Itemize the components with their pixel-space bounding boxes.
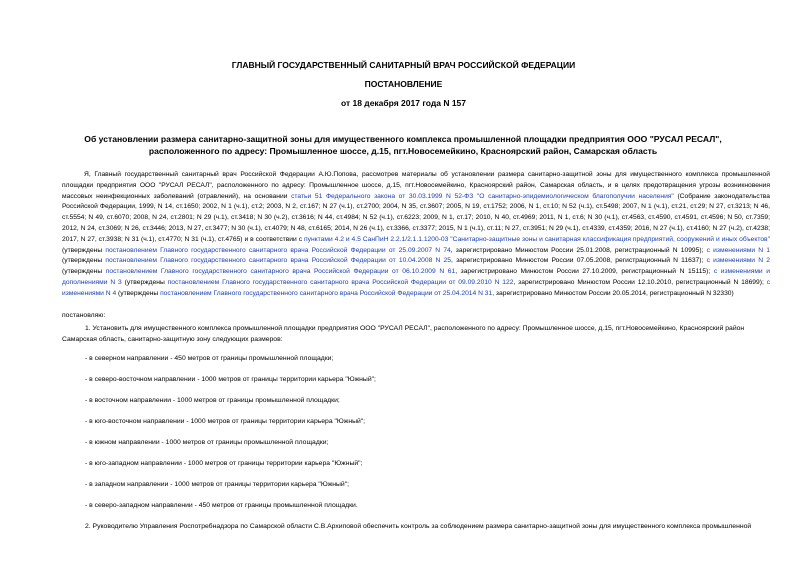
clause-2: 2. Руководителю Управления Роспотребнадзора по Самарской области С.В.Архиповой обеспечить контроль за соблюдением размера санитарно-защитной зоны для имущественного комплекса промышленной xyxy=(85,523,752,530)
link-decree-122[interactable]: постановлением Главного государственного санитарного врача Российской Федерации от 09.09.2010 N 122 xyxy=(167,278,514,286)
link-amendments-2[interactable]: с изменениями N 2 xyxy=(706,257,770,265)
preamble-text: , зарегистрировано Минюстом России 25.01.2008, регистрационный N 10995); xyxy=(450,246,707,254)
preamble-text: (утверждены xyxy=(62,257,106,265)
document-title: Об установлении размера санитарно-защитной зоны для имущественного комплекса промышленной площадки предприятия ООО "РУСАЛ РЕСАЛ", расположенного по адресу: Промышленное шоссе, д.15, пгт.Новосемейкино, Красноярский район, Самарская область xyxy=(84,134,722,156)
document-type: ПОСТАНОВЛЕНИЕ xyxy=(364,79,443,89)
preamble-text: Я, Главный государственный санитарный врач Российской Федерации А.Ю.Попова, рассмотрев материалы об установлении размера санитарно-защитной зоны для имущественного комплекса промышленной площадки предприятия ООО "РУСАЛ РЕСАЛ", расположенного по адресу: Промышленное шоссе, д.15, пгт.Новосемейкино, Красноярский район, Самарская область, и в целях предотвращения угрозы возникновения массовых неинфекционных заболеваний (отравлений), на основании xyxy=(62,171,770,200)
preamble-text: (утверждены xyxy=(121,278,168,286)
zone-item: - в южном направлении - 1000 метров от границы промышленной площадки; xyxy=(85,439,329,446)
preamble-paragraph xyxy=(62,170,770,300)
preamble-text: , зарегистрировано Минюстом России 07.05.2008, регистрационный N 11637); xyxy=(451,257,707,265)
zone-item: - в северном направлении - 450 метров от границы промышленной площадки; xyxy=(85,355,334,362)
zone-item: - в северо-западном направлении - 450 метров от границы промышленной площадки. xyxy=(85,502,358,509)
clause-1-text: 1. Установить для имущественного комплекса промышленной площадки предприятия ООО "РУСАЛ РЕСАЛ", расположенного по адресу: Промышленное шоссе, д.15, пгт.Новосемейкино, Красноярский район Самарская область, санитарно-защитную зону следующих размеров: xyxy=(62,325,745,343)
zone-item: - в западном направлении - 1000 метров от границы территории карьера "Южный"; xyxy=(85,481,349,488)
zone-item: - в восточном направлении - 1000 метров от границы промышленной площадки; xyxy=(85,397,340,404)
link-decree-61[interactable]: постановлением Главного государственного санитарного врача Российской Федерации от 06.10.2009 N 61 xyxy=(105,268,456,276)
preamble-text: , зарегистрировано Минюстом России 12.10.2010, регистрационный N 18699); xyxy=(513,278,767,286)
link-amendments-3[interactable]: с изменениями и дополнениями N 3 xyxy=(62,268,770,286)
zone-item: - в северо-восточном направлении - 1000 метров от границы территории карьера "Южный"; xyxy=(85,376,376,383)
authority-heading: ГЛАВНЫЙ ГОСУДАРСТВЕННЫЙ САНИТАРНЫЙ ВРАЧ РОССИЙСКОЙ ФЕДЕРАЦИИ xyxy=(231,60,576,70)
link-amendments-1[interactable]: с изменениями N 1 xyxy=(706,246,771,254)
zone-item: - в юго-западном направлении - 1000 метров от границы территории карьера "Южный"; xyxy=(85,460,363,467)
clause-1 xyxy=(62,324,772,346)
link-federal-law-52fz[interactable]: статьи 51 Федерального закона от 30.03.1999 N 52-ФЗ "О санитарно-эпидемиологическом благополучии населения" xyxy=(291,192,674,200)
link-decree-31[interactable]: постановлением Главного государственного санитарного врача Российской Федерации от 25.04.2014 N 31 xyxy=(160,289,493,297)
zone-item: - в юго-восточном направлении - 1000 метров от границы территории карьера "Южный"; xyxy=(85,418,366,425)
link-amendments-4[interactable]: с изменениями N 4 xyxy=(62,278,771,297)
link-decree-25[interactable]: постановлением Главного государственного санитарного врача Российской Федерации от 10.04.2008 N 25 xyxy=(105,257,452,265)
decree-word: постановляю: xyxy=(62,312,106,319)
preamble-text: (Собрание законодательства Российской Федерации, 1999, N 14, ст.1650; 2002, N 1 (ч.1), ст.2; 2003, N 2, ст.167; N 27 (ч.1), ст.2700; 2004, N 35, ст.3607; 2005, N 19, ст.1752; 2006, N 1, ст.10; N 52 (ч.1), ст.5498; 2007, N 1 (ч.1), ст.21, ст.29; N 27, ст.3213; N 46, ст.5554; N 49, ст.6070; 2008, N 24, ст.2801; N 29 (ч.1), ст.3418; N 30 (ч.2), ст.3616; N 44, ст.4984; N 52 (ч.1), ст.6223; 2009, N 1, ст.17; 2010, N 40, ст.4969; 2011, N 1, ст.6; N 30 (ч.1), ст.4563, ст.4590, ст.4591, ст.4596; N 50, ст.7359; 2012, N 24, ст.3069; N 26, ст.3446; 2013, N 27, ст.3477; N 30 (ч.1), ст.4079; N 48, ст.6165; 2014, N 26 (ч.1), ст.3366, ст.3377; 2015, N 1 (ч.1), ст.11; N 27, ст.3951; N 29 (ч.1), ст.4339, ст.4359; 2016, N 27 (ч.1), ст.4160; N 27 (ч.2), ст.4238; 2017, N 27, ст.3938; N 31 (ч.1), ст.4770; N 31 (ч.1), ст.4765) и в соответствии с xyxy=(62,192,770,243)
preamble-text: (утверждены xyxy=(62,246,106,254)
preamble-text: , зарегистрировано Минюстом России 27.10.2009, регистрационный N 15115); xyxy=(455,268,714,276)
preamble-text: (утверждены xyxy=(116,289,161,297)
link-decree-74[interactable]: постановлением Главного государственного санитарного врача Российской Федерации от 25.09.2007 N 74 xyxy=(105,246,451,254)
document-date-number: от 18 декабря 2017 года N 157 xyxy=(340,98,467,108)
link-sanpin-2-2-1[interactable]: пунктами 4.2 и 4.5 СанПиН 2.2.1/2.1.1.1200-03 "Санитарно-защитные зоны и санитарная классификация предприятий, сооружений и иных объектов" xyxy=(303,235,770,243)
preamble-text: , зарегистрировано Минюстом России 20.05.2014, регистрационный N 32330) xyxy=(492,289,734,297)
preamble-text: (утверждены xyxy=(62,268,106,276)
